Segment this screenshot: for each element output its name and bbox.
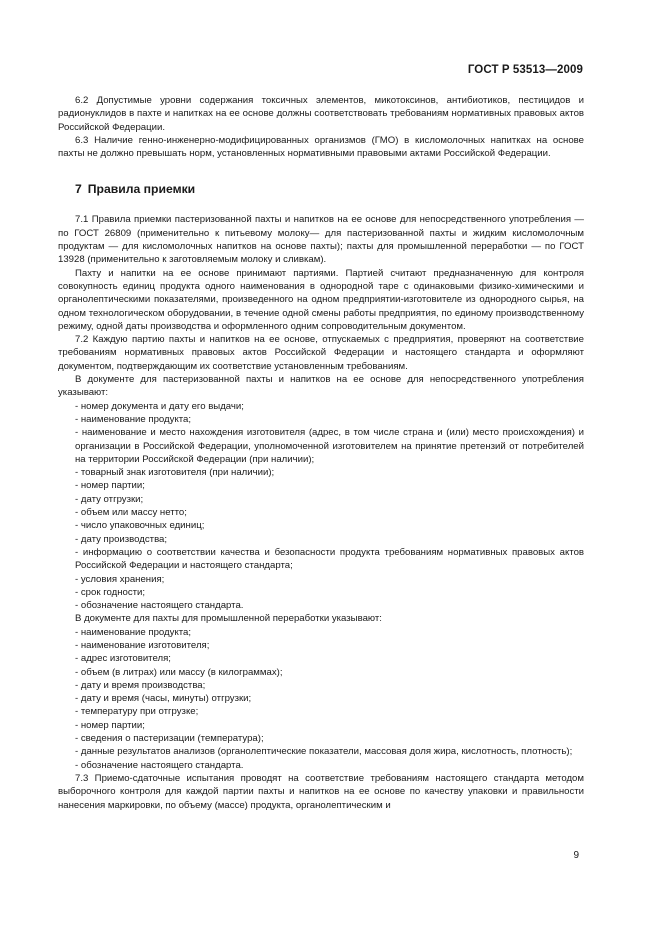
list-item: - наименование продукта;	[75, 413, 192, 425]
standard-header: ГОСТ Р 53513—2009	[467, 64, 583, 76]
list-item: - данные результатов анализов (органолептические показатели, массовая доля жира, кислотность, плотность);	[75, 746, 573, 758]
list-item: - товарный знак изготовителя (при наличии);	[75, 467, 275, 479]
section-7-heading	[58, 182, 584, 196]
list-industrial	[58, 626, 584, 772]
paragraph-7-2: 7.2 Каждую партию пахты и напитков на ее основе, отпускаемых с предприятия, проверяют на соответствие требованиям нормативных правовых актов Российской Федерации и настоящего стандарта и оформляют документом, подтверждающим их соответствие установленным требованиям.	[58, 334, 584, 372]
list-item: - срок годности;	[75, 586, 146, 598]
list-direct	[58, 400, 584, 613]
document-body	[58, 94, 584, 812]
list-item: - температуру при отгрузке;	[75, 706, 199, 718]
list-item: - дату и время производства;	[75, 679, 206, 691]
paragraph-batch: Пахту и напитки на ее основе принимают партиями. Партией считают предназначенную для контроля совокупность единиц продукта одного наименования в однородной таре с одинаковыми физико-химическими и органолептическими показателями, произведенного на одном предприятии-изготовителе из однородного сырья, на одном технологическом оборудовании, в течение одной смены работы предприятия, по единому производственному режиму, одной даты производства и оформленного одним сопроводительным документом.	[58, 267, 584, 332]
list-item: - номер документа и дату его выдачи;	[75, 400, 244, 412]
list-item: - обозначение настоящего стандарта.	[75, 600, 244, 612]
list-item: - условия хранения;	[75, 573, 165, 585]
paragraph-7-1: 7.1 Правила приемки пастеризованной пахты и напитков на ее основе для непосредственного употребления — по ГОСТ 26809 (применительно к питьевому молоку— для пастеризованной пахты и жидким кисломолочным продуктам — для кисломолочных напитков на основе пахты); пахты для промышленной переработки — по ГОСТ 13928 (применительно к заготовляемым молоку и сливкам).	[58, 214, 584, 266]
list-item: - адрес изготовителя;	[75, 653, 171, 665]
list-item: - дату производства;	[75, 533, 168, 545]
list-item: - объем (в литрах) или массу (в килограммах);	[75, 666, 283, 678]
section-number: 7	[75, 182, 82, 197]
list-item: - номер партии;	[75, 480, 145, 492]
paragraph-doc-industrial: В документе для пахты для промышленной переработки указывают:	[75, 613, 382, 625]
section-title: Правила приемки	[87, 182, 196, 197]
list-item: - дату и время (часы, минуты) отгрузки;	[75, 693, 252, 705]
page-number: 9	[573, 850, 579, 861]
paragraph-6-2: 6.2 Допустимые уровни содержания токсичных элементов, микотоксинов, антибиотиков, пестицидов и радионуклидов в пахте и напитках на ее основе должны соответствовать требованиям нормативных правовых актов Российской Федерации.	[58, 95, 584, 133]
list-item: - обозначение настоящего стандарта.	[75, 759, 244, 771]
list-item: - номер партии;	[75, 719, 145, 731]
list-item: - наименование и место нахождения изготовителя (адрес, в том числе страна и (или) место происхождения) и организации в Российской Федерации, уполномоченной изготовителем на принятие претензий от потребителей на территории Российской Федерации (при наличии);	[75, 427, 584, 465]
list-item: - наименование продукта;	[75, 626, 192, 638]
list-item: - информацию о соответствии качества и безопасности продукта требованиям нормативных правовых актов Российской Федерации и настоящего стандарта;	[75, 546, 584, 572]
list-item: - дату отгрузки;	[75, 493, 144, 505]
paragraph-6-3: 6.3 Наличие генно-инженерно-модифицированных организмов (ГМО) в кисломолочных напитках на основе пахты не должно превышать норм, установленных нормативными правовыми актами Российской Федерации.	[58, 134, 584, 160]
paragraph-7-3: 7.3 Приемо-сдаточные испытания проводят на соответствие требованиям настоящего стандарта методом выборочного контроля для каждой партии пахты и напитков на ее основе по качеству упаковки и правильности нанесения маркировки, по объему (массе) продукта, органолептическим и	[58, 772, 584, 811]
list-item: - наименование изготовителя;	[75, 639, 210, 651]
list-item: - сведения о пастеризации (температура);	[75, 733, 264, 745]
list-item: - объем или массу нетто;	[75, 507, 187, 519]
list-item: - число упаковочных единиц;	[75, 520, 205, 532]
paragraph-doc-direct: В документе для пастеризованной пахты и напитков на ее основе для непосредственного употребления указывают:	[58, 374, 584, 399]
